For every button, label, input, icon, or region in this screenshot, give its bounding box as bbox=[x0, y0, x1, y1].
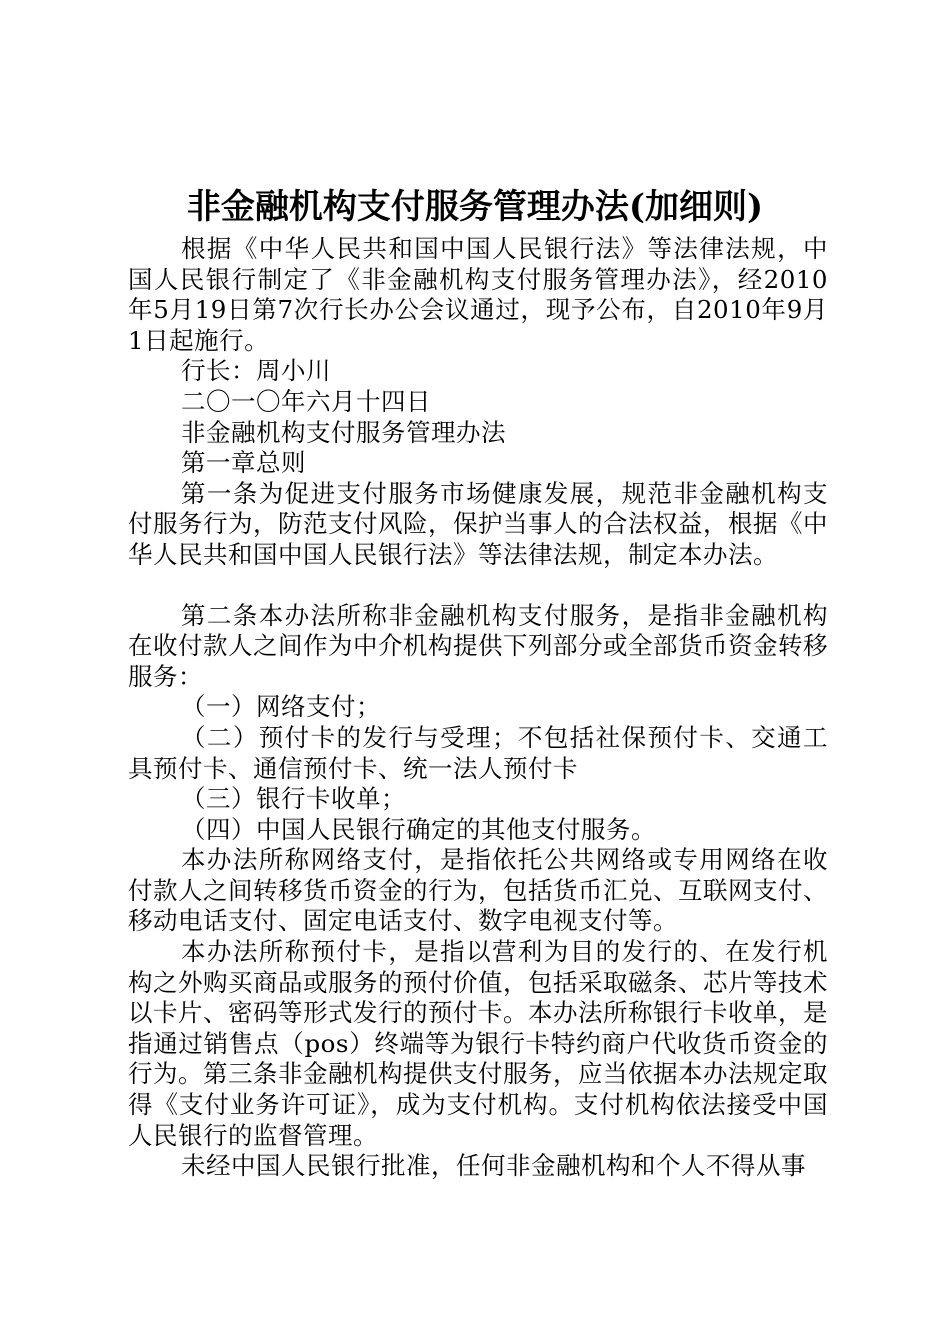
article-2-item-4: （四）中国人民银行确定的其他支付服务。 bbox=[181, 814, 656, 844]
paragraph-prepaid-card: 本办法所称预付卡，是指以营利为目的发行的、在发行机构之外购买商品或服务的预付价值，包括采取磁条、芯片等技术以卡片、密码等形式发行的预付卡。本办法所称银行卡收单，是指通过销售点（pos）终端等为银行卡特约商户代收货币资金的行为。第三条非金融机构提供支付服务，应当依据本办法规定取得《支付业务许可证》，成为支付机构。支付机构依法接受中国人民银行的监督管理。 bbox=[128, 937, 828, 1150]
paragraph-regulation-name: 非金融机构支付服务管理办法 bbox=[181, 417, 506, 447]
article-2-item-3: （三）银行卡收单； bbox=[181, 784, 406, 814]
paragraph-unapproved: 未经中国人民银行批准，任何非金融机构和个人不得从事 bbox=[181, 1151, 806, 1181]
article-2: 第二条本办法所称非金融机构支付服务，是指非金融机构在收付款人之间作为中介机构提供下列部分或全部货币资金转移服务： bbox=[128, 600, 828, 691]
paragraph-date: 二〇一〇年六月十四日 bbox=[181, 386, 431, 416]
article-2-item-1: （一）网络支付； bbox=[181, 692, 381, 722]
chapter-heading: 第一章总则 bbox=[181, 448, 306, 478]
article-2-item-2: （二）预付卡的发行与受理；不包括社保预付卡、交通工具预付卡、通信预付卡、统一法人预付卡 bbox=[128, 722, 828, 783]
document-body bbox=[128, 234, 828, 1182]
article-1: 第一条为促进支付服务市场健康发展，规范非金融机构支付服务行为，防范支付风险，保护当事人的合法权益，根据《中华人民共和国中国人民银行法》等法律法规，制定本办法。 bbox=[128, 478, 828, 569]
paragraph-preamble: 根据《中华人民共和国中国人民银行法》等法律法规，中国人民银行制定了《非金融机构支付服务管理办法》，经2010年5月19日第7次行长办公会议通过，现予公布，自2010年9月1日起施行。 bbox=[128, 234, 828, 355]
paragraph-governor: 行长：周小川 bbox=[181, 356, 331, 386]
document-title: 非金融机构支付服务管理办法(加细则) bbox=[186, 187, 764, 227]
paragraph-network-payment: 本办法所称网络支付，是指依托公共网络或专用网络在收付款人之间转移货币资金的行为，包括货币汇兑、互联网支付、移动电话支付、固定电话支付、数字电视支付等。 bbox=[128, 845, 828, 936]
